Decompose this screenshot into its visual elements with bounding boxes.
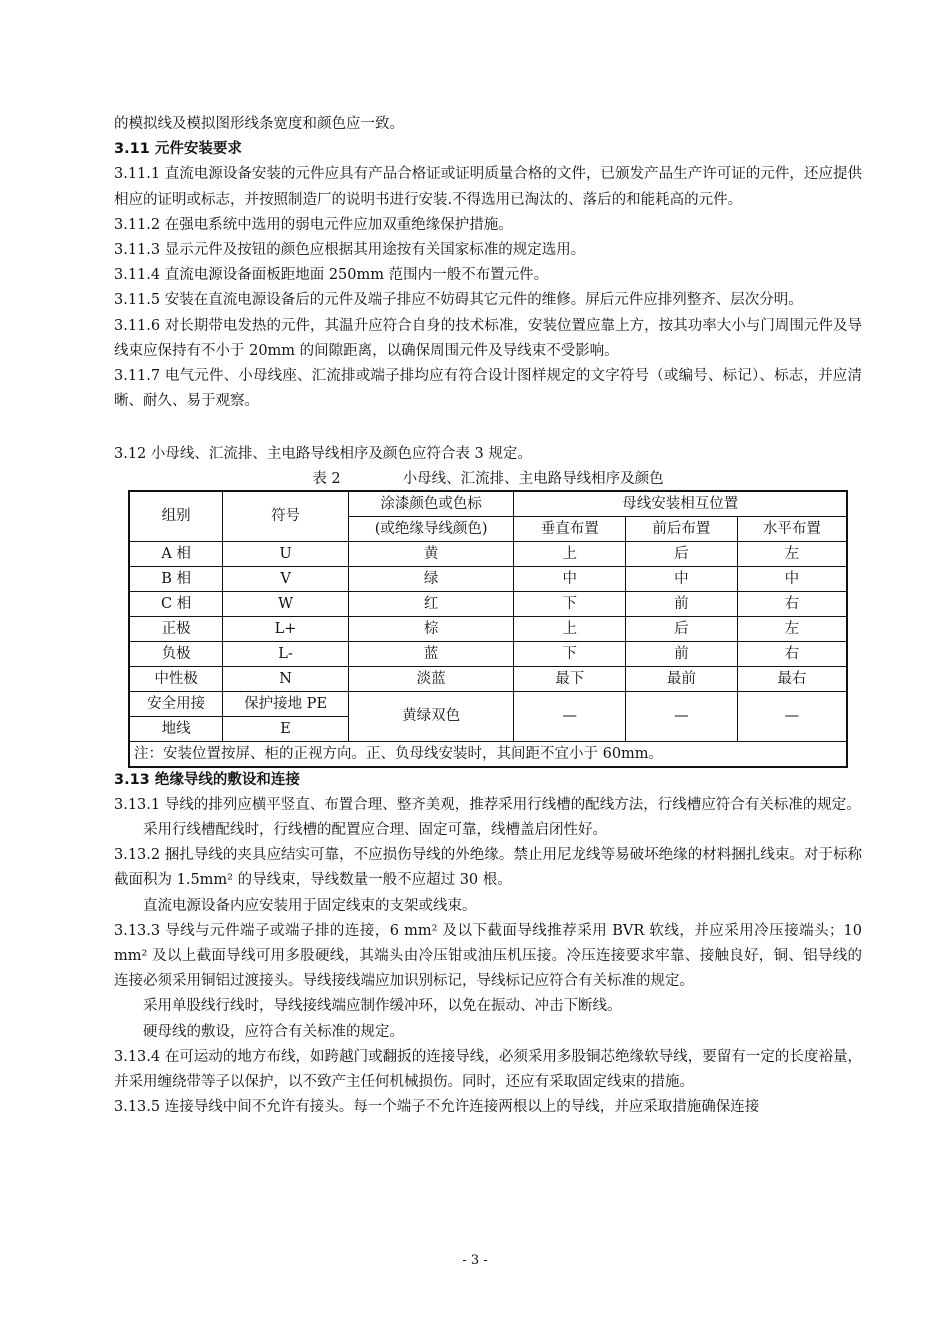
paragraph: 3.11.7 电气元件、小母线座、汇流排或端子排均应有符合设计图样规定的文字符号（或编号、标记）、标志，并应清晰、耐久、易于观察。: [114, 368, 862, 410]
cell-vertical: 中: [514, 566, 626, 591]
ground-group-2: 地线: [129, 716, 223, 741]
cell-front-back: 前: [626, 591, 738, 616]
cell-group: B 相: [129, 566, 223, 591]
cell-symbol: W: [223, 591, 349, 616]
paragraph: 硬母线的敷设，应符合有关标准的规定。: [143, 1023, 404, 1040]
cell-front-back: 中: [626, 566, 738, 591]
paragraph: 采用单股线行线时，导线接线端应制作缓冲环，以免在振动、冲击下断线。: [143, 998, 622, 1015]
cell-color: 黄: [348, 541, 514, 566]
table-body: [129, 541, 847, 691]
table-row: [129, 591, 847, 616]
section-3-12: 3.12 小母线、汇流排、主电路导线相序及颜色应符合表 3 规定。: [114, 446, 532, 463]
paragraph: 直流电源设备内应安装用于固定线束的支架或线束。: [143, 897, 477, 914]
paragraph: 3.11.2 在强电系统中选用的弱电元件应加双重绝缘保护措施。: [114, 216, 513, 233]
phase-color-table: [128, 490, 848, 768]
cell-symbol: V: [223, 566, 349, 591]
header-position: 母线安装相互位置: [514, 491, 847, 517]
header-front-back: 前后布置: [626, 516, 738, 541]
table-caption: [114, 468, 862, 490]
paragraph: 3.13.5 连接导线中间不允许有接头。每一个端子不允许连接两根以上的导线，并应采取措施确保连接: [114, 1099, 760, 1116]
ground-symbol-1: 保护接地 PE: [223, 691, 349, 716]
table-row: [129, 666, 847, 691]
cell-color: 红: [348, 591, 514, 616]
table-row: [129, 566, 847, 591]
table-row: [129, 541, 847, 566]
section-heading: 3.11 元件安装要求: [114, 141, 242, 158]
paragraph: 3.11.5 安装在直流电源设备后的元件及端子排应不妨碍其它元件的维修。屏后元件应排列整齐、层次分明。: [114, 292, 803, 309]
table-title: 小母线、汇流排、主电路导线相序及颜色: [402, 470, 664, 487]
cell-color: 淡蓝: [348, 666, 514, 691]
paragraph: 3.11.4 直流电源设备面板距地面 250mm 范围内一般不布置元件。: [114, 267, 549, 284]
paragraph: 3.13.3 导线与元件端子或端子排的连接，6 mm² 及以下截面导线推荐采用 BVR 软线，并应采用冷压接端头；10 mm² 及以上截面导线可用多股硬线，其端头由冷压钳或油压机压接。冷压连接要求牢靠、接触良好，铜、铝导线的连接必须采用铜铝过渡接头。导线接线端应加识别标记，导线标记应符合有关标准的规定。: [114, 922, 862, 990]
paragraph: 3.11.3 显示元件及按钮的颜色应根据其用途按有关国家标准的规定选用。: [114, 242, 586, 259]
cell-group: 正极: [129, 616, 223, 641]
table-row: [129, 616, 847, 641]
cell-front-back: 最前: [626, 666, 738, 691]
ground-group-1: 安全用接: [129, 691, 223, 716]
cell-front-back: 后: [626, 616, 738, 641]
cell-horizontal: 右: [737, 641, 847, 666]
header-group: 组别: [129, 491, 223, 542]
paragraph: 3.11.1 直流电源设备安装的元件应具有产品合格证或证明质量合格的文件，已颁发产品生产许可证的元件，还应提供相应的证明或标志，并按照制造厂的说明书进行安装.不得选用已淘汰的、落后的和能耗高的元件。: [114, 166, 862, 208]
spacer: [114, 414, 862, 442]
cell-vertical: 下: [514, 641, 626, 666]
cell-color: 绿: [348, 566, 514, 591]
cell-vertical: 下: [514, 591, 626, 616]
ground-front-back: —: [626, 691, 738, 741]
cell-front-back: 后: [626, 541, 738, 566]
header-symbol: 符号: [223, 491, 349, 542]
cell-group: 中性极: [129, 666, 223, 691]
cell-horizontal: 最右: [737, 666, 847, 691]
paragraph: 3.13.4 在可运动的地方布线，如跨越门或翻扳的连接导线，必须采用多股铜芯绝缘软导线，要留有一定的长度裕量，并采用缠绕带等子以保护，以不致产主任何机械损伤。同时，还应有采取固定线束的措施。: [114, 1048, 862, 1091]
header-horizontal: 水平布置: [737, 516, 847, 541]
cell-group: 负极: [129, 641, 223, 666]
cell-color: 蓝: [348, 641, 514, 666]
cell-vertical: 上: [514, 541, 626, 566]
cell-symbol: U: [223, 541, 349, 566]
cell-horizontal: 左: [737, 541, 847, 566]
cell-horizontal: 右: [737, 591, 847, 616]
table-note: 注：安装位置按屏、柜的正视方向。正、负母线安装时，其间距不宜小于 60mm。: [129, 741, 847, 767]
cell-symbol: N: [223, 666, 349, 691]
top-paragraphs: [114, 112, 862, 414]
paragraph: 的模拟线及模拟图形线条宽度和颜色应一致。: [114, 116, 404, 132]
paragraph: 3.13.2 捆扎导线的夹具应结实可靠，不应损伤导线的外绝缘。禁止用尼龙线等易破坏绝缘的材料捆扎线束。对于标称截面积为 1.5mm² 的导线束，导线数量一般不应超过 30 根。: [114, 847, 862, 889]
section-heading: 3.13 绝缘导线的敷设和连接: [114, 771, 300, 788]
cell-vertical: 最下: [514, 666, 626, 691]
ground-symbol-2: E: [223, 716, 349, 741]
bottom-paragraphs: [114, 768, 862, 1121]
cell-group: A 相: [129, 541, 223, 566]
header-color-sub: (或绝缘导线颜色): [348, 516, 514, 541]
page-number: - 3 -: [462, 1253, 488, 1268]
cell-group: C 相: [129, 591, 223, 616]
cell-color: 棕: [348, 616, 514, 641]
ground-vertical: —: [514, 691, 626, 741]
header-color: 涂漆颜色或色标: [348, 491, 514, 517]
paragraph: 采用行线槽配线时，行线槽的配置应合理、固定可靠，线槽盖启闭性好。: [143, 822, 607, 839]
cell-vertical: 上: [514, 616, 626, 641]
cell-symbol: L+: [223, 616, 349, 641]
cell-front-back: 前: [626, 641, 738, 666]
cell-horizontal: 中: [737, 566, 847, 591]
cell-horizontal: 左: [737, 616, 847, 641]
paragraph: 3.11.6 对长期带电发热的元件，其温升应符合自身的技术标准，安装位置应靠上方，按其功率大小与门周围元件及导线束应保持有不小于 20mm 的间隙距离，以确保周围元件及导线束不受影响。: [114, 317, 862, 359]
table-number: 表 2: [312, 470, 341, 487]
ground-horizontal: —: [737, 691, 847, 741]
cell-symbol: L-: [223, 641, 349, 666]
document-page: [114, 112, 862, 1120]
ground-color: 黄绿双色: [348, 691, 514, 741]
header-vertical: 垂直布置: [514, 516, 626, 541]
table-row: [129, 641, 847, 666]
paragraph: 3.13.1 导线的排列应横平竖直、布置合理、整齐美观，推荐采用行线槽的配线方法，行线槽应符合有关标准的规定。: [114, 796, 861, 813]
